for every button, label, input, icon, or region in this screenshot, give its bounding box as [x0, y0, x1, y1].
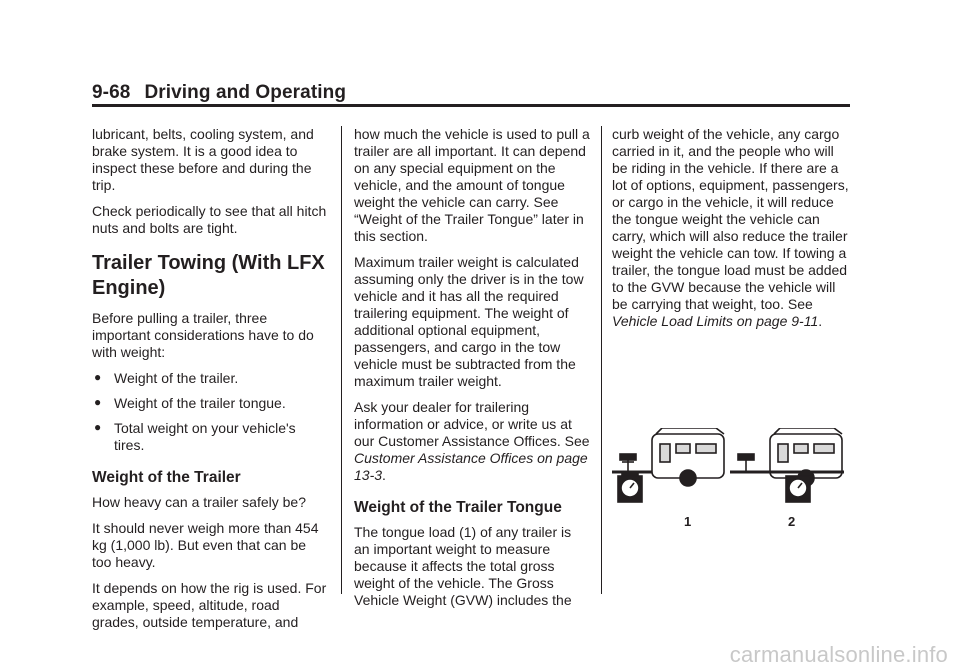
- list-item: ● Weight of the trailer tongue.: [94, 395, 286, 411]
- column-3: [612, 126, 852, 339]
- paragraph: how much the vehicle is used to pull a trailer are all important. It can depend on any special equipment on the vehicle, and the amount of tongue weight the vehicle can carry. See “Weight of the Trailer Tongue” later in this section.: [354, 126, 590, 244]
- paragraph: Ask your dealer for trailering information or advice, or write us at our Customer Assistance Offices. See Customer Assistance Offices on page 13-3.: [354, 399, 590, 483]
- paragraph: lubricant, belts, cooling system, and brake system. It is a good idea to inspect these before and during the trip.: [92, 126, 314, 193]
- figure-label-1: 1: [684, 514, 692, 529]
- cross-reference-link[interactable]: Customer Assistance Offices on page 13-3: [354, 450, 588, 483]
- tongue-weight-figure: [612, 428, 852, 538]
- trailer-scale-illustration: [612, 428, 852, 538]
- column-1: [92, 126, 328, 640]
- paragraph: Check periodically to see that all hitch nuts and bolts are tight.: [92, 203, 327, 236]
- bullet-icon: ●: [94, 395, 102, 409]
- list-item: ● Weight of the trailer.: [94, 370, 239, 386]
- weight-considerations-list: [92, 370, 328, 454]
- heading-trailer-towing: Trailer Towing (With LFX Engine): [92, 252, 325, 299]
- paragraph: The tongue load (1) of any trailer is an important weight to measure because it affects the total gross weight of the vehicle. The Gross Vehicle Weight (GVW) includes the: [354, 524, 572, 608]
- paragraph: curb weight of the vehicle, any cargo carried in it, and the people who will be riding in the vehicle. If there are a lot of options, equipment, passengers, or cargo in the vehicle, it will reduce the tongue weight the vehicle can carry, which will also reduce the trailer weight the vehicle can tow. If towing a trailer, the tongue load must be added to the GVW because the vehicle will be carrying that weight, too. See Vehicle Load Limits on page 9-11.: [612, 126, 849, 329]
- section-title: Driving and Operating: [144, 82, 347, 103]
- paragraph: Before pulling a trailer, three important considerations have to do with weight:: [92, 310, 314, 360]
- paragraph: How heavy can a trailer safely be?: [92, 494, 306, 510]
- watermark: carmanualsonline.info: [729, 642, 948, 667]
- page-number: 9-68: [92, 82, 131, 103]
- page-header: [92, 82, 850, 104]
- header-rule: [92, 104, 850, 107]
- paragraph: It should never weigh more than 454 kg (1,000 lb). But even that can be too heavy.: [92, 520, 319, 570]
- figure-label-2: 2: [788, 514, 796, 529]
- list-item: ● Total weight on your vehicle's tires.: [94, 420, 296, 453]
- heading-weight-of-trailer: Weight of the Trailer: [92, 469, 241, 486]
- column-divider: [341, 126, 342, 594]
- heading-weight-of-tongue: Weight of the Trailer Tongue: [354, 499, 562, 516]
- header-title: [92, 82, 850, 104]
- column-2: [354, 126, 590, 618]
- paragraph: It depends on how the rig is used. For example, speed, altitude, road grades, outside temperature, and: [92, 580, 327, 630]
- bullet-icon: ●: [94, 420, 102, 434]
- paragraph: Maximum trailer weight is calculated assuming only the driver is in the tow vehicle and it has all the required trailering equipment. The weight of additional optional equipment, passengers, and cargo in the tow vehicle must be subtracted from the maximum trailer weight.: [354, 254, 584, 389]
- column-divider: [601, 126, 602, 594]
- bullet-icon: ●: [94, 370, 102, 384]
- cross-reference-link[interactable]: Vehicle Load Limits on page 9-11: [612, 313, 819, 329]
